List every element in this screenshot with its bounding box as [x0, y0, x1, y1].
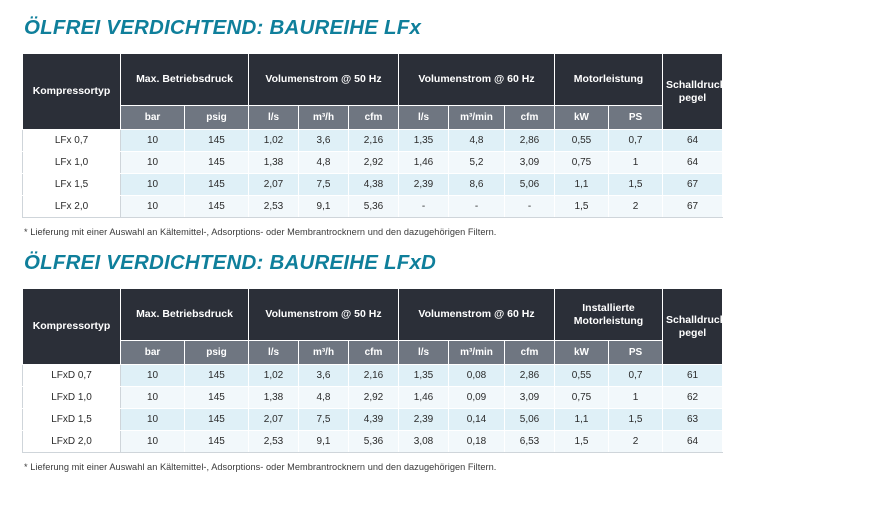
cell-bar: 10: [121, 174, 185, 196]
unit-kw: kW: [555, 341, 609, 365]
cell-cfm50: 4,39: [349, 409, 399, 431]
spec-table-lfx: [22, 53, 730, 218]
cell-type: LFx 2,0: [23, 196, 121, 218]
cell-ps: 1: [609, 387, 663, 409]
cell-m3h50: 9,1: [299, 196, 349, 218]
cell-ps: 1: [609, 152, 663, 174]
cell-type: LFxD 1,5: [23, 409, 121, 431]
cell-ls50: 2,07: [249, 409, 299, 431]
cell-bar: 10: [121, 152, 185, 174]
cell-m3min60: 4,8: [449, 130, 505, 152]
cell-m3h50: 7,5: [299, 409, 349, 431]
footnote-lfx: * Lieferung mit einer Auswahl an Kältemittel-, Adsorptions- oder Membrantrocknern und den dazugehörigen Filtern.: [24, 227, 497, 237]
table-group-header-row: [23, 54, 723, 106]
unit-ls-60: l/s: [399, 106, 449, 130]
cell-ps: 2: [609, 196, 663, 218]
cell-dba: 64: [663, 130, 723, 152]
cell-ls50: 2,07: [249, 174, 299, 196]
unit-cfm-50: cfm: [349, 106, 399, 130]
col-group-schalldruckpegel: Schalldruck-pegel: [663, 289, 723, 365]
cell-psig: 145: [185, 409, 249, 431]
table-unit-header-row: [23, 341, 723, 365]
cell-kw: 1,5: [555, 196, 609, 218]
cell-m3h50: 3,6: [299, 365, 349, 387]
col-group-kompressortyp: Kompressortyp: [23, 54, 121, 130]
cell-psig: 145: [185, 152, 249, 174]
unit-ls-50: l/s: [249, 341, 299, 365]
unit-ps: PS: [609, 106, 663, 130]
cell-m3h50: 9,1: [299, 431, 349, 453]
col-group-volumenstrom-60: Volumenstrom @ 60 Hz: [399, 54, 555, 106]
cell-ps: 1,5: [609, 174, 663, 196]
table-row: [23, 196, 723, 218]
cell-kw: 0,75: [555, 152, 609, 174]
cell-ls60: 2,39: [399, 409, 449, 431]
table-body: [23, 365, 723, 453]
table-row: [23, 174, 723, 196]
cell-cfm60: 5,06: [505, 174, 555, 196]
cell-m3min60: 0,08: [449, 365, 505, 387]
cell-dba: 64: [663, 152, 723, 174]
col-group-motorleistung: Motorleistung: [555, 54, 663, 106]
cell-ps: 1,5: [609, 409, 663, 431]
cell-ls60: 2,39: [399, 174, 449, 196]
col-group-volumenstrom-50: Volumenstrom @ 50 Hz: [249, 54, 399, 106]
col-group-betriebsdruck: Max. Betriebsdruck: [121, 54, 249, 106]
cell-psig: 145: [185, 130, 249, 152]
cell-bar: 10: [121, 196, 185, 218]
cell-ls50: 1,38: [249, 387, 299, 409]
cell-ls60: 1,35: [399, 130, 449, 152]
cell-type: LFxD 0,7: [23, 365, 121, 387]
cell-cfm50: 5,36: [349, 196, 399, 218]
cell-dba: 61: [663, 365, 723, 387]
col-group-schalldruckpegel: Schalldruck-pegel: [663, 54, 723, 130]
cell-cfm60: -: [505, 196, 555, 218]
table-row: [23, 365, 723, 387]
footnote-lfxd: * Lieferung mit einer Auswahl an Kältemittel-, Adsorptions- oder Membrantrocknern und den dazugehörigen Filtern.: [24, 462, 497, 472]
unit-ls-50: l/s: [249, 106, 299, 130]
cell-m3min60: 0,18: [449, 431, 505, 453]
cell-bar: 10: [121, 409, 185, 431]
table-row: [23, 431, 723, 453]
cell-m3min60: 8,6: [449, 174, 505, 196]
cell-m3h50: 3,6: [299, 130, 349, 152]
cell-dba: 62: [663, 387, 723, 409]
cell-cfm60: 3,09: [505, 387, 555, 409]
cell-ls60: 1,46: [399, 387, 449, 409]
table-body: [23, 130, 723, 218]
unit-ls-60: l/s: [399, 341, 449, 365]
col-group-volumenstrom-60: Volumenstrom @ 60 Hz: [399, 289, 555, 341]
unit-kw: kW: [555, 106, 609, 130]
unit-ps: PS: [609, 341, 663, 365]
cell-cfm50: 2,16: [349, 365, 399, 387]
cell-m3min60: -: [449, 196, 505, 218]
table-head: [23, 289, 730, 365]
unit-m3min-60: m³/min: [449, 106, 505, 130]
cell-ls60: -: [399, 196, 449, 218]
unit-cfm-60: cfm: [505, 341, 555, 365]
cell-bar: 10: [121, 130, 185, 152]
cell-cfm60: 2,86: [505, 130, 555, 152]
spec-table-lfxd: [22, 288, 730, 453]
cell-m3h50: 4,8: [299, 387, 349, 409]
cell-dba: 67: [663, 174, 723, 196]
unit-m3min-60: m³/min: [449, 341, 505, 365]
table-row: [23, 152, 723, 174]
cell-cfm60: 3,09: [505, 152, 555, 174]
cell-type: LFx 1,5: [23, 174, 121, 196]
cell-cfm50: 5,36: [349, 431, 399, 453]
cell-type: LFxD 1,0: [23, 387, 121, 409]
cell-psig: 145: [185, 174, 249, 196]
unit-cfm-50: cfm: [349, 341, 399, 365]
cell-ps: 0,7: [609, 130, 663, 152]
page-title-lfx: ÖLFREI VERDICHTEND: BAUREIHE LFx: [24, 16, 422, 39]
cell-cfm60: 2,86: [505, 365, 555, 387]
cell-cfm60: 5,06: [505, 409, 555, 431]
col-group-kompressortyp: Kompressortyp: [23, 289, 121, 365]
cell-psig: 145: [185, 431, 249, 453]
cell-ls60: 3,08: [399, 431, 449, 453]
col-group-installierte-motorleistung: Installierte Motorleistung: [555, 289, 663, 341]
unit-m3h-50: m³/h: [299, 106, 349, 130]
cell-kw: 1,1: [555, 174, 609, 196]
cell-ls60: 1,46: [399, 152, 449, 174]
cell-cfm50: 4,38: [349, 174, 399, 196]
unit-psig-50: psig: [185, 341, 249, 365]
section-lfxd: [22, 241, 863, 472]
unit-m3h-50: m³/h: [299, 341, 349, 365]
cell-ps: 0,7: [609, 365, 663, 387]
unit-psig-50: psig: [185, 106, 249, 130]
table-row: [23, 130, 723, 152]
cell-m3min60: 5,2: [449, 152, 505, 174]
cell-dba: 67: [663, 196, 723, 218]
cell-ls60: 1,35: [399, 365, 449, 387]
cell-bar: 10: [121, 365, 185, 387]
unit-cfm-60: cfm: [505, 106, 555, 130]
cell-psig: 145: [185, 387, 249, 409]
cell-type: LFx 1,0: [23, 152, 121, 174]
cell-bar: 10: [121, 387, 185, 409]
cell-kw: 0,55: [555, 365, 609, 387]
page-title-lfxd: ÖLFREI VERDICHTEND: BAUREIHE LFxD: [24, 251, 437, 274]
cell-ls50: 2,53: [249, 196, 299, 218]
cell-type: LFx 0,7: [23, 130, 121, 152]
cell-cfm50: 2,92: [349, 387, 399, 409]
cell-dba: 64: [663, 431, 723, 453]
cell-kw: 1,1: [555, 409, 609, 431]
cell-m3h50: 7,5: [299, 174, 349, 196]
cell-psig: 145: [185, 365, 249, 387]
table-row: [23, 409, 723, 431]
unit-bar-50: bar: [121, 341, 185, 365]
cell-cfm60: 6,53: [505, 431, 555, 453]
cell-kw: 0,75: [555, 387, 609, 409]
unit-bar-50: bar: [121, 106, 185, 130]
cell-m3min60: 0,14: [449, 409, 505, 431]
cell-psig: 145: [185, 196, 249, 218]
cell-kw: 1,5: [555, 431, 609, 453]
table-row: [23, 387, 723, 409]
table-unit-header-row: [23, 106, 723, 130]
table-head: [23, 54, 730, 130]
cell-ps: 2: [609, 431, 663, 453]
cell-cfm50: 2,92: [349, 152, 399, 174]
cell-m3h50: 4,8: [299, 152, 349, 174]
cell-kw: 0,55: [555, 130, 609, 152]
col-group-volumenstrom-50: Volumenstrom @ 50 Hz: [249, 289, 399, 341]
cell-type: LFxD 2,0: [23, 431, 121, 453]
cell-m3min60: 0,09: [449, 387, 505, 409]
cell-ls50: 1,02: [249, 130, 299, 152]
cell-ls50: 1,02: [249, 365, 299, 387]
cell-bar: 10: [121, 431, 185, 453]
col-group-betriebsdruck: Max. Betriebsdruck: [121, 289, 249, 341]
cell-cfm50: 2,16: [349, 130, 399, 152]
cell-ls50: 2,53: [249, 431, 299, 453]
cell-ls50: 1,38: [249, 152, 299, 174]
section-lfx: [22, 0, 863, 237]
table-group-header-row: [23, 289, 723, 341]
cell-dba: 63: [663, 409, 723, 431]
